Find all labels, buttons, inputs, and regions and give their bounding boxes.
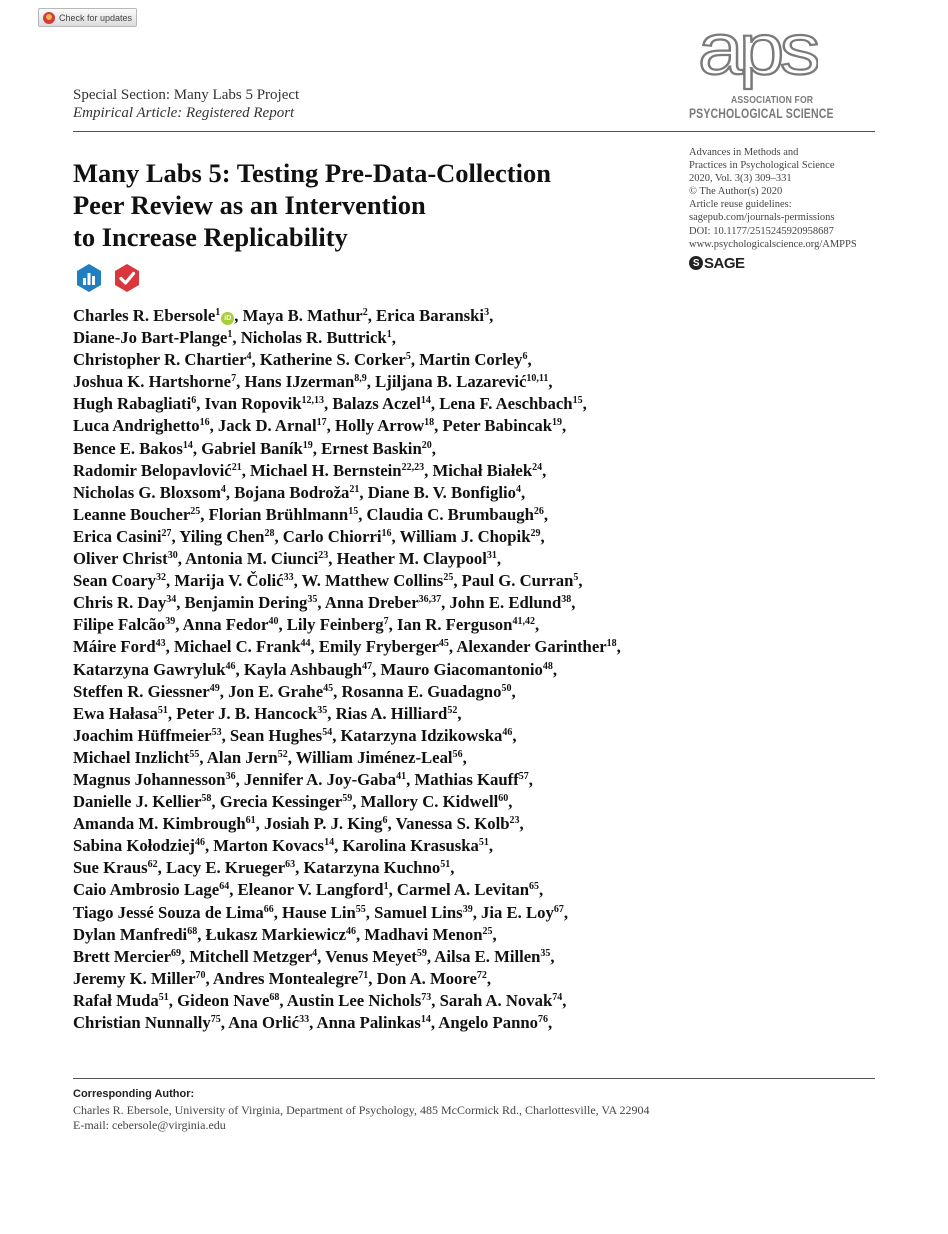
- author-affiliation: 33: [299, 1014, 310, 1025]
- author-affiliation: 6: [522, 351, 528, 363]
- author-line: Chris R. Day$^{34}$, Benjamin Dering$^{35}$, Anna Dreber$^{36,37}$, John E. Edlund$^{38}$,: [73, 593, 576, 613]
- author-affiliation: 18: [606, 638, 617, 650]
- author-name: Emily Fryberger: [318, 637, 439, 657]
- journal-volume: 2020, Vol. 3(3) 309–331: [689, 173, 792, 185]
- author-affiliation: 46: [225, 660, 236, 672]
- author-name: Austin Lee Nichols: [286, 990, 422, 1010]
- author-name: Diane B. V. Bonfiglio: [367, 482, 516, 502]
- author-affiliation: 17: [316, 417, 327, 429]
- author-name: Oliver Christ: [73, 549, 168, 569]
- author-affiliation: 46: [345, 925, 356, 937]
- author-name: Lily Feinberg: [286, 615, 384, 635]
- author-name: Benjamin Dering: [184, 593, 308, 613]
- author-affiliation: 61: [245, 815, 256, 827]
- author-affiliation: 29: [530, 527, 541, 539]
- author-name: Tiago Jessé Souza de Lima: [73, 902, 264, 922]
- journal-name-line: Advances in Methods and: [689, 147, 799, 158]
- author-name: Katarzyna Idzikowska: [340, 725, 503, 745]
- author-name: Sarah A. Novak: [439, 990, 553, 1010]
- author-affiliation: 5: [573, 572, 579, 584]
- author-name: Jon E. Grahe: [228, 681, 324, 701]
- author-affiliation: 12,13: [301, 395, 324, 407]
- author-affiliation: 54: [322, 726, 333, 738]
- author-line: Danielle J. Kellier$^{58}$, Grecia Kessinger$^{59}$, Mallory C. Kidwell$^{60}$,: [73, 792, 513, 812]
- author-name: Carmel A. Levitan: [396, 880, 530, 900]
- author-affiliation: 35: [540, 947, 551, 959]
- author-affiliation: 38: [561, 594, 572, 606]
- author-name: Mallory C. Kidwell: [360, 792, 499, 812]
- author-affiliation: 1: [386, 329, 392, 341]
- author-name: Mauro Giacomantonio: [380, 659, 543, 679]
- author-affiliation: 43: [155, 638, 166, 650]
- author-name: Samuel Lins: [374, 902, 463, 922]
- author-name: Brett Mercier: [73, 946, 172, 966]
- author-line: Bence E. Bakos$^{14}$, Gabriel Baník$^{19}$, Ernest Baskin$^{20}$,: [73, 438, 436, 458]
- aps-logo-mark: aps: [698, 28, 818, 90]
- author-name: Sue Kraus: [73, 858, 148, 878]
- author-affiliation: 59: [416, 947, 427, 959]
- author-affiliation: 47: [362, 660, 373, 672]
- author-name: Sean Hughes: [229, 725, 323, 745]
- author-name: Lena F. Aeschbach: [439, 394, 573, 414]
- author-line: Oliver Christ$^{30}$, Antonia M. Ciunci$^{23}$, Heather M. Claypool$^{31}$,: [73, 549, 502, 569]
- author-name: Michael H. Bernstein: [250, 460, 402, 480]
- author-name: Anna Dreber: [324, 593, 419, 613]
- author-affiliation: 24: [532, 461, 543, 473]
- journal-url[interactable]: www.psychologicalscience.org/AMPPS: [689, 238, 857, 250]
- author-affiliation: 25: [443, 572, 454, 584]
- author-line: Diane-Jo Bart-Plange$^1$, Nicholas R. Buttrick$^1$,: [73, 328, 396, 348]
- author-line: Amanda M. Kimbrough$^{61}$, Josiah P. J. King$^6$, Vanessa S. Kolb$^{23}$,: [73, 814, 524, 834]
- author-affiliation: 6: [382, 815, 388, 827]
- author-affiliation: 48: [542, 660, 553, 672]
- author-line: Magnus Johannesson$^{36}$, Jennifer A. Joy-Gaba$^{41}$, Mathias Kauff$^{57}$,: [73, 769, 533, 789]
- author-line: Hugh Rabagliati$^6$, Ivan Ropovik$^{12,13}$, Balazs Aczel$^{14}$, Lena F. Aeschbach$^{15}$,: [73, 394, 587, 414]
- author-affiliation: 68: [187, 925, 198, 937]
- author-name: Madhavi Menon: [364, 924, 483, 944]
- author-name: Steffen R. Giessner: [73, 681, 210, 701]
- author-affiliation: 4: [220, 483, 226, 495]
- author-name: Yiling Chen: [179, 526, 265, 546]
- author-line: Rafał Muda$^{51}$, Gideon Nave$^{68}$, Austin Lee Nichols$^{73}$, Sarah A. Novak$^{74}$,: [73, 990, 567, 1010]
- author-name: Katarzyna Gawryluk: [73, 659, 226, 679]
- author-name: Jack D. Arnal: [217, 416, 317, 436]
- author-line: Leanne Boucher$^{25}$, Florian Brühlmann$^{15}$, Claudia C. Brumbaugh$^{26}$,: [73, 504, 549, 524]
- author-affiliation: 31: [486, 550, 497, 562]
- author-name: Ailsa E. Millen: [434, 946, 541, 966]
- author-name: Gabriel Baník: [201, 438, 303, 458]
- author-line: Dylan Manfredi$^{68}$, Łukasz Markiewicz$^{46}$, Madhavi Menon$^{25}$,: [73, 924, 497, 944]
- author-line: Steffen R. Giessner$^{49}$, Jon E. Grahe$^{45}$, Rosanna E. Guadagno$^{50}$,: [73, 681, 516, 701]
- aps-logo-line2: PSYCHOLOGICAL SCIENCE: [689, 106, 834, 121]
- author-affiliation: 56: [452, 748, 463, 760]
- journal-info: [689, 146, 889, 251]
- author-line: Filipe Falcão$^{39}$, Anna Fedor$^{40}$, Lily Feinberg$^7$, Ian R. Ferguson$^{41,42}$,: [73, 615, 540, 635]
- check-for-updates-label: Check for updates: [59, 12, 133, 23]
- author-affiliation: 1: [227, 329, 233, 341]
- author-affiliation: 41: [396, 770, 407, 782]
- author-name: Jeremy K. Miller: [73, 968, 196, 988]
- author-affiliation: 50: [501, 682, 512, 694]
- author-name: Dylan Manfredi: [73, 924, 188, 944]
- author-affiliation: 73: [421, 991, 432, 1003]
- author-name: Angelo Panno: [438, 1013, 538, 1032]
- author-affiliation: 22,23: [401, 461, 425, 473]
- author-affiliation: 67: [553, 903, 564, 915]
- author-name: Filipe Falcão: [73, 615, 166, 635]
- author-name: Antonia M. Ciunci: [185, 549, 319, 569]
- author-affiliation: 75: [210, 1014, 221, 1025]
- author-affiliation: 4: [312, 947, 318, 959]
- author-affiliation: 33: [283, 572, 294, 584]
- author-name: Hugh Rabagliati: [73, 394, 192, 414]
- author-affiliation: 44: [300, 638, 311, 650]
- author-name: Andres Montealegre: [212, 968, 359, 988]
- author-name: Don A. Moore: [376, 968, 477, 988]
- author-name: Michał Białek: [432, 460, 533, 480]
- author-name: Peter Babincak: [442, 416, 553, 436]
- author-list: [73, 305, 893, 1034]
- author-affiliation: 2: [362, 307, 368, 318]
- author-affiliation: 10,11: [526, 373, 549, 385]
- author-affiliation: 14: [324, 837, 335, 849]
- author-affiliation: 23: [318, 550, 329, 562]
- author-affiliation: 62: [147, 859, 158, 871]
- author-name: Mathias Kauff: [414, 769, 519, 789]
- author-name: Magnus Johannesson: [73, 769, 226, 789]
- corresponding-author-label: Corresponding Author:: [73, 1088, 195, 1100]
- author-line: Nicholas G. Bloxsom$^4$, Bojana Bodroža$^{21}$, Diane B. V. Bonfiglio$^4$,: [73, 482, 526, 502]
- author-name: Jennifer A. Joy-Gaba: [243, 769, 397, 789]
- author-affiliation: 25: [190, 505, 201, 517]
- author-name: Kayla Ashbaugh: [243, 659, 363, 679]
- author-name: Vanessa S. Kolb: [395, 814, 510, 834]
- author-name: Joachim Hüffmeier: [73, 725, 212, 745]
- author-name: Ivan Ropovik: [204, 394, 302, 414]
- author-name: W. Matthew Collins: [301, 571, 444, 591]
- author-line: Sean Coary$^{32}$, Marija V. Čolić$^{33}$, W. Matthew Collins$^{25}$, Paul G. Curran$^5$,: [73, 571, 583, 591]
- author-name: Mitchell Metzger: [189, 946, 313, 966]
- author-affiliation: 20: [421, 439, 432, 451]
- author-affiliation: 16: [381, 527, 392, 539]
- author-name: Michael C. Frank: [173, 637, 301, 657]
- author-affiliation: 25: [482, 925, 493, 937]
- author-name: Paul G. Curran: [461, 571, 574, 591]
- author-name: Grecia Kessinger: [219, 792, 343, 812]
- author-line: Máire Ford$^{43}$, Michael C. Frank$^{44}$, Emily Fryberger$^{45}$, Alexander Garinther$^{18}$,: [73, 637, 621, 657]
- footnote-divider: [73, 1078, 875, 1079]
- author-line: Radomir Belopavlović$^{21}$, Michael H. Bernstein$^{22,23}$, Michał Białek$^{24}$,: [73, 460, 547, 480]
- title-line: Many Labs 5: Testing Pre-Data-Collection: [73, 158, 551, 188]
- author-name: Ernest Baskin: [321, 438, 422, 458]
- author-affiliation: 19: [302, 439, 313, 451]
- author-affiliation: 60: [498, 793, 509, 805]
- author-affiliation: 28: [264, 527, 275, 539]
- author-name: Máire Ford: [73, 637, 156, 657]
- author-affiliation: 1: [383, 881, 389, 893]
- author-name: William J. Chopik: [399, 526, 531, 546]
- author-name: Sean Coary: [73, 571, 156, 591]
- author-name: Luca Andrighetto: [73, 416, 200, 436]
- author-name: Nicholas G. Bloxsom: [73, 482, 221, 502]
- author-affiliation: 4: [246, 351, 252, 363]
- author-affiliation: 65: [529, 881, 540, 893]
- author-affiliation: 32: [155, 572, 166, 584]
- crossmark-icon: [43, 12, 55, 24]
- aps-logo-line1: ASSOCIATION FOR: [731, 94, 814, 106]
- author-affiliation: 39: [165, 616, 176, 628]
- author-affiliation: 45: [323, 682, 334, 694]
- author-line: Caio Ambrosio Lage$^{64}$, Eleanor V. Langford$^1$, Carmel A. Levitan$^{65}$,: [73, 880, 544, 900]
- author-line: Sue Kraus$^{62}$, Lacy E. Krueger$^{63}$, Katarzyna Kuchno$^{51}$,: [73, 858, 455, 878]
- author-name: Leanne Boucher: [73, 504, 191, 524]
- author-line: Tiago Jessé Souza de Lima$^{66}$, Hause Lin$^{55}$, Samuel Lins$^{39}$, Jia E. Loy$^{67}$,: [73, 902, 568, 922]
- author-name: Hans IJzerman: [244, 372, 355, 392]
- author-name: Jia E. Loy: [481, 902, 554, 922]
- author-affiliation: 14: [420, 395, 431, 407]
- author-name: Ljiljana B. Lazarević: [375, 372, 527, 392]
- author-name: William Jiménez-Leal: [295, 747, 453, 767]
- author-name: Rafał Muda: [73, 990, 159, 1010]
- permissions-link[interactable]: sagepub.com/journals-permissions: [689, 212, 835, 224]
- author-affiliation: 57: [518, 770, 529, 782]
- author-line: Sabina Kołodziej$^{46}$, Marton Kovacs$^{14}$, Karolina Krasuska$^{51}$,: [73, 836, 494, 856]
- journal-name-line: Practices in Psychological Science: [689, 160, 835, 172]
- author-name: Rias A. Hilliard: [335, 703, 448, 723]
- author-affiliation: 39: [462, 903, 473, 915]
- reuse-label: Article reuse guidelines:: [689, 199, 792, 211]
- author-affiliation: 72: [476, 969, 487, 981]
- author-affiliation: 51: [478, 837, 489, 849]
- author-affiliation: 52: [277, 748, 288, 760]
- author-name: Venus Meyet: [325, 946, 417, 966]
- corresponding-author-email[interactable]: E-mail: cebersole@virginia.edu: [73, 1118, 226, 1132]
- check-for-updates-button[interactable]: [38, 8, 137, 27]
- author-line: Joshua K. Hartshorne$^7$, Hans IJzerman$^{8,9}$, Ljiljana B. Lazarević$^{10,11}$,: [73, 372, 553, 392]
- author-name: Peter J. B. Hancock: [176, 703, 318, 723]
- author-affiliation: 68: [269, 991, 280, 1003]
- author-affiliation: 6: [191, 395, 197, 407]
- author-line: Katarzyna Gawryluk$^{46}$, Kayla Ashbaugh$^{47}$, Mauro Giacomantonio$^{48}$,: [73, 659, 558, 679]
- author-name: Marija V. Čolić: [174, 571, 284, 591]
- author-affiliation: 21: [349, 483, 360, 495]
- author-name: Amanda M. Kimbrough: [73, 814, 246, 834]
- author-affiliation: 21: [231, 461, 242, 473]
- author-line: Charles R. Ebersole$^1$iD , Maya B. Mathur$^2$, Erica Baranski$^3$,: [73, 306, 494, 325]
- author-name: Katherine S. Corker: [259, 350, 406, 370]
- author-affiliation: 70: [195, 969, 206, 981]
- author-name: Balazs Aczel: [332, 394, 421, 414]
- author-affiliation: 74: [552, 991, 563, 1003]
- author-affiliation: 19: [552, 417, 563, 429]
- author-name: John E. Edlund: [449, 593, 562, 613]
- sage-logo: [689, 254, 745, 272]
- author-affiliation: 30: [167, 550, 178, 562]
- open-data-icon[interactable]: [74, 263, 104, 293]
- preregistered-check-icon[interactable]: [112, 263, 142, 293]
- author-affiliation: 58: [201, 793, 212, 805]
- author-line: Michael Inzlicht$^{55}$, Alan Jern$^{52}$, William Jiménez-Leal$^{56}$,: [73, 747, 467, 767]
- author-name: Ana Orlić: [228, 1013, 300, 1032]
- author-affiliation: 16: [199, 417, 210, 429]
- author-name: Christian Nunnally: [73, 1013, 211, 1032]
- author-name: Maya B. Mathur: [242, 306, 363, 325]
- author-name: Łukasz Markiewicz: [205, 924, 346, 944]
- author-affiliation: 64: [219, 881, 230, 893]
- author-affiliation: 8,9: [354, 373, 367, 385]
- author-affiliation: 76: [537, 1014, 548, 1025]
- orcid-icon[interactable]: iD: [221, 312, 234, 325]
- author-affiliation: 1: [215, 307, 221, 318]
- author-affiliation: 66: [263, 903, 274, 915]
- author-name: Gideon Nave: [177, 990, 270, 1010]
- author-affiliation: 51: [157, 704, 168, 716]
- author-name: Chris R. Day: [73, 593, 167, 613]
- author-name: Erica Casini: [73, 526, 162, 546]
- copyright: © The Author(s) 2020: [689, 186, 783, 198]
- corresponding-author-address: Charles R. Ebersole, University of Virginia, Department of Psychology, 485 McCormick Rd., Charlottesville, VA 22904: [73, 1103, 650, 1117]
- author-name: Alexander Garinther: [456, 637, 607, 657]
- author-name: Michael Inzlicht: [73, 747, 190, 767]
- author-name: Radomir Belopavlović: [73, 460, 232, 480]
- author-affiliation: 46: [502, 726, 513, 738]
- author-affiliation: 4: [515, 483, 521, 495]
- author-affiliation: 34: [166, 594, 177, 606]
- author-name: Alan Jern: [206, 747, 278, 767]
- article-type-label: Empirical Article: Registered Report: [73, 105, 295, 121]
- section-label: Special Section: Many Labs 5 Project: [73, 87, 300, 103]
- author-affiliation: 36: [225, 770, 236, 782]
- author-line: Joachim Hüffmeier$^{53}$, Sean Hughes$^{54}$, Katarzyna Idzikowska$^{46}$,: [73, 725, 517, 745]
- author-name: Katarzyna Kuchno: [303, 858, 441, 878]
- author-name: Claudia C. Brumbaugh: [366, 504, 534, 524]
- author-affiliation: 14: [420, 1014, 431, 1025]
- article-title: [73, 157, 673, 253]
- author-name: Rosanna E. Guadagno: [341, 681, 502, 701]
- author-name: Danielle J. Kellier: [73, 792, 202, 812]
- author-affiliation: 71: [358, 969, 369, 981]
- author-name: Ian R. Ferguson: [397, 615, 513, 635]
- author-name: Lacy E. Krueger: [166, 858, 286, 878]
- author-name: Hause Lin: [282, 902, 356, 922]
- author-affiliation: 59: [342, 793, 353, 805]
- author-affiliation: 36,37: [418, 594, 442, 606]
- author-affiliation: 55: [355, 903, 366, 915]
- author-affiliation: 51: [440, 859, 451, 871]
- author-affiliation: 15: [348, 505, 359, 517]
- aps-logo: [698, 28, 818, 98]
- sage-wordmark: SAGE: [704, 254, 745, 272]
- author-name: Joshua K. Hartshorne: [73, 372, 232, 392]
- author-line: Erica Casini$^{27}$, Yiling Chen$^{28}$, Carlo Chiorri$^{16}$, William J. Chopik$^{29}$,: [73, 526, 545, 546]
- author-affiliation: 49: [209, 682, 220, 694]
- author-line: Ewa Hałasa$^{51}$, Peter J. B. Hancock$^{35}$, Rias A. Hilliard$^{52}$,: [73, 703, 462, 723]
- author-name: Anna Palinkas: [316, 1013, 421, 1032]
- author-affiliation: 27: [161, 527, 172, 539]
- author-affiliation: 41,42: [512, 616, 535, 628]
- author-name: Erica Baranski: [376, 306, 485, 325]
- author-line: Luca Andrighetto$^{16}$, Jack D. Arnal$^{17}$, Holly Arrow$^{18}$, Peter Babincak$^{19}$,: [73, 416, 567, 436]
- author-affiliation: 14: [182, 439, 193, 451]
- author-name: Josiah P. J. King: [263, 814, 383, 834]
- author-name: Diane-Jo Bart-Plange: [73, 328, 228, 348]
- author-name: Bojana Bodroža: [234, 482, 350, 502]
- author-name: Carlo Chiorri: [282, 526, 382, 546]
- author-affiliation: 35: [317, 704, 328, 716]
- author-name: Bence E. Bakos: [73, 438, 183, 458]
- author-affiliation: 55: [189, 748, 200, 760]
- author-affiliation: 46: [194, 837, 205, 849]
- author-line: Christian Nunnally$^{75}$, Ana Orlić$^{33}$, Anna Palinkas$^{14}$, Angelo Panno$^{76}$,: [73, 1013, 553, 1032]
- author-line: Brett Mercier$^{69}$, Mitchell Metzger$^4$, Venus Meyet$^{59}$, Ailsa E. Millen$^{35}$,: [73, 946, 555, 966]
- doi[interactable]: DOI: 10.1177/2515245920958687: [689, 225, 834, 237]
- author-affiliation: 35: [307, 594, 318, 606]
- author-name: Christopher R. Chartier: [73, 350, 247, 370]
- author-name: Nicholas R. Buttrick: [240, 328, 387, 348]
- author-name: Holly Arrow: [335, 416, 425, 436]
- author-name: Florian Brühlmann: [208, 504, 349, 524]
- author-line: Jeremy K. Miller$^{70}$, Andres Montealegre$^{71}$, Don A. Moore$^{72}$,: [73, 968, 492, 988]
- author-affiliation: 52: [447, 704, 458, 716]
- author-affiliation: 26: [533, 505, 544, 517]
- author-affiliation: 63: [285, 859, 296, 871]
- author-affiliation: 69: [171, 947, 182, 959]
- author-name: Sabina Kołodziej: [73, 836, 195, 856]
- author-affiliation: 3: [484, 307, 490, 318]
- author-affiliation: 45: [438, 638, 449, 650]
- header-divider: [73, 131, 875, 132]
- author-affiliation: 18: [424, 417, 435, 429]
- author-affiliation: 15: [572, 395, 583, 407]
- title-line: to Increase Replicability: [73, 222, 348, 252]
- author-name: Marton Kovacs: [213, 836, 325, 856]
- author-name: Ewa Hałasa: [73, 703, 158, 723]
- author-name: Heather M. Claypool: [336, 549, 487, 569]
- author-name: Anna Fedor: [182, 615, 269, 635]
- author-affiliation: 53: [211, 726, 222, 738]
- author-name: Charles R. Ebersole: [73, 306, 216, 325]
- author-affiliation: 7: [231, 373, 237, 385]
- author-affiliation: 51: [158, 991, 169, 1003]
- author-name: Martin Corley: [419, 350, 523, 370]
- author-line: Christopher R. Chartier$^4$, Katherine S. Corker$^5$, Martin Corley$^6$,: [73, 350, 532, 370]
- author-name: Karolina Krasuska: [342, 836, 479, 856]
- author-affiliation: 5: [405, 351, 411, 363]
- author-name: Caio Ambrosio Lage: [73, 880, 220, 900]
- sage-s-icon: S: [689, 256, 703, 270]
- title-line: Peer Review as an Intervention: [73, 190, 426, 220]
- author-affiliation: 40: [268, 616, 279, 628]
- author-affiliation: 7: [383, 616, 389, 628]
- author-name: Eleanor V. Langford: [237, 880, 384, 900]
- author-affiliation: 23: [509, 815, 520, 827]
